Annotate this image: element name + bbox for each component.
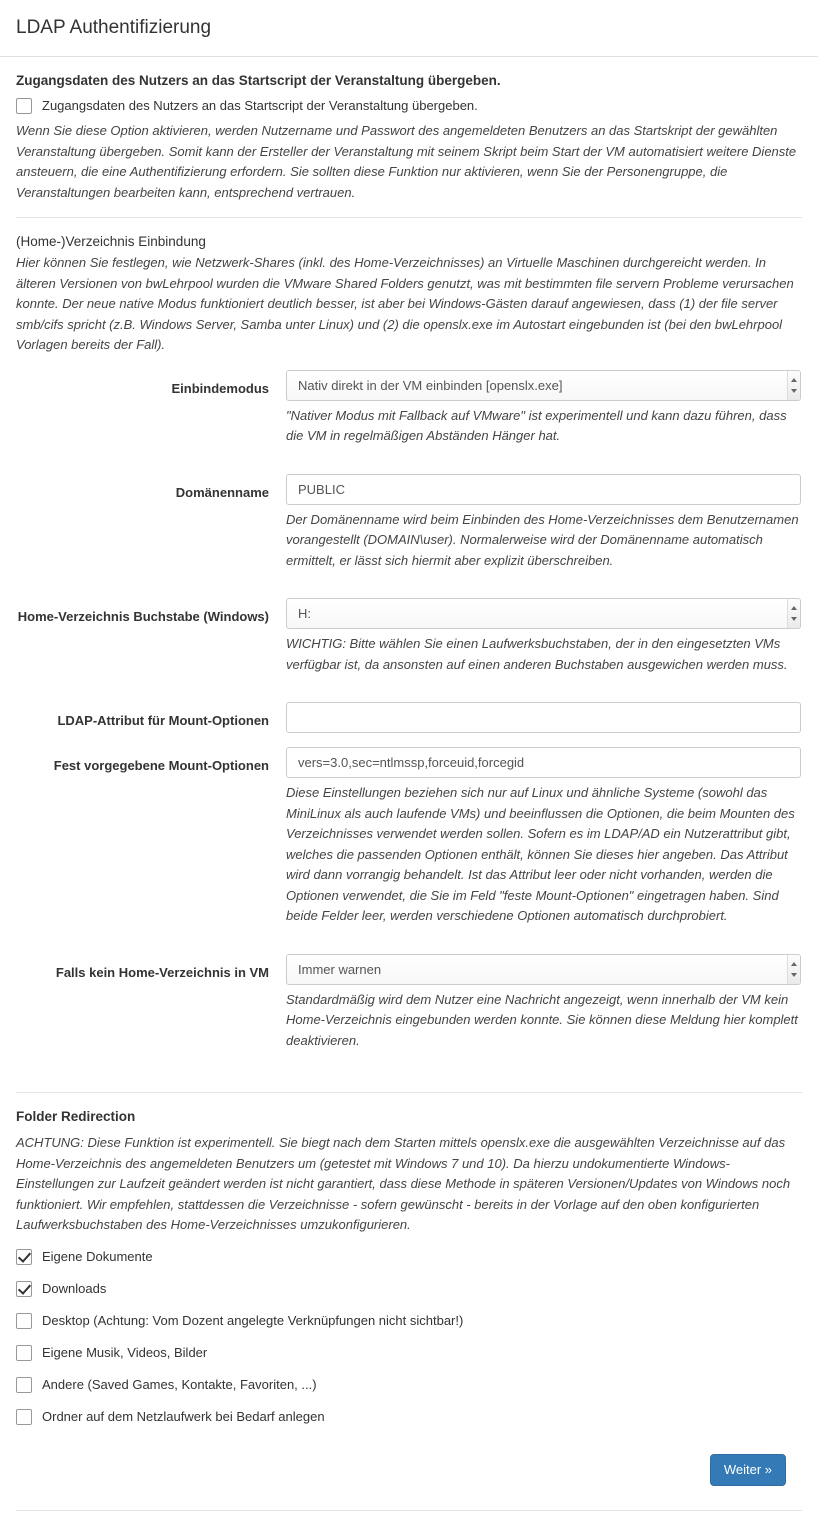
no-home-behavior-select-wrap[interactable] (286, 954, 801, 985)
section-credential-passthrough (16, 73, 802, 217)
section-title-folder-redirection: Folder Redirection (16, 1109, 136, 1124)
folder-redirection-item[interactable] (16, 1408, 802, 1426)
page-title: LDAP Authentifizierung (16, 17, 212, 38)
fixed-mount-options-help: Diese Einstellungen beziehen sich nur auf Linux und ähnliche Systeme (sowohl das MiniLinux als auch laufende VMs) und beeinflussen die Optionen, die beim Mounten des Verzeichnisses verwendet werden sollen. Sofern es im LDAP/AD ein Nutzerattribut gibt, welches die passenden Optionen enthält, können Sie dieses hier angeben. Das Attribut wird dann vorrangig behandelt. Ist das Attribut leer oder nicht vorhanden, werden die Optionen verwendet, die Sie im Feld "feste Mount-Optionen" eingetragen haben. Sind beide Felder leer, werden verschiedene Optionen automatisch durchprobiert. (286, 785, 795, 923)
mount-mode-help: "Nativer Modus mit Fallback auf VMware" ist experimentell und kann dazu führen, dass die VM in regelmäßigen Abständen Hänger hat. (286, 407, 787, 443)
folder-redirection-checkbox-downloads[interactable] (16, 1281, 32, 1297)
control-area-ldap-mount-attribute (286, 702, 802, 733)
form-row-no-home-behavior (16, 954, 802, 1065)
folder-redirection-item[interactable] (16, 1376, 802, 1394)
form-row-drive-letter (16, 598, 802, 688)
panel-body (0, 57, 818, 1511)
label-no-home-behavior: Falls kein Home-Verzeichnis in VM (55, 964, 269, 980)
folder-redirection-label-documents: Eigene Dokumente (42, 1248, 153, 1264)
control-area-drive-letter (286, 598, 802, 688)
home-directory-help: Hier können Sie festlegen, wie Netzwerk-Shares (inkl. des Home-Verzeichnisses) an Virtuelle Maschinen durchgereicht werden. In älteren Versionen von bwLehrpool wurden die VMware Shared Folders genutzt, was mit bestimmten file servern Probleme verursachen konnte. Der neue native Modus funktioniert deutlich besser, ist aber bei Windows-Gästen darauf angewiesen, dass (1) der file server smb/cifs spricht (z.B. Windows Server, Samba unter Linux) und (2) die openslx.exe im Autostart eingebunden ist (bei den bwLehrpool Vorlagen bereits der Fall). (16, 255, 794, 352)
folder-redirection-label-media: Eigene Musik, Videos, Bilder (42, 1344, 208, 1360)
chevron-updown-icon[interactable] (787, 955, 800, 984)
chevron-updown-icon[interactable] (787, 599, 800, 628)
page-tail (0, 1511, 818, 1537)
control-area-mount-mode (286, 370, 802, 460)
form-row-domain (16, 474, 802, 585)
drive-letter-select-wrap[interactable] (286, 598, 801, 629)
folder-redirection-label-other: Andere (Saved Games, Kontakte, Favoriten, ...) (42, 1376, 317, 1392)
label-mount-mode: Einbindemodus (171, 380, 269, 396)
form-row-mount-mode (16, 370, 802, 460)
label-fixed-mount-options: Fest vorgegebene Mount-Optionen (53, 758, 269, 773)
section-title-credential-passthrough: Zugangsdaten des Nutzers an das Startscript der Veranstaltung übergeben. (16, 73, 501, 88)
label-ldap-mount-attribute: LDAP-Attribut für Mount-Optionen (57, 713, 269, 728)
drive-letter-select[interactable]: H: (286, 598, 801, 629)
folder-redirection-list (16, 1248, 802, 1426)
no-home-behavior-select[interactable]: Immer warnen (286, 954, 801, 985)
folder-redirection-item[interactable] (16, 1248, 802, 1266)
no-home-behavior-help: Standardmäßig wird dem Nutzer eine Nachricht angezeigt, wenn innerhalb der VM kein Home-Verzeichnis eingebunden werden konnte. Sie können diese Meldung hier komplett deaktivieren. (286, 991, 798, 1048)
divider-1 (16, 217, 802, 218)
folder-redirection-label-downloads: Downloads (42, 1280, 107, 1296)
folder-redirection-item[interactable] (16, 1312, 802, 1330)
folder-redirection-checkbox-create-on-demand[interactable] (16, 1409, 32, 1425)
folder-redirection-item[interactable] (16, 1280, 802, 1298)
folder-redirection-checkbox-documents[interactable] (16, 1249, 32, 1265)
credential-passthrough-checkbox[interactable] (16, 98, 32, 114)
control-area-domain (286, 474, 802, 585)
section-title-home-directory: (Home-)Verzeichnis Einbindung (16, 234, 206, 249)
next-button[interactable]: Weiter » (710, 1454, 786, 1486)
mount-mode-select[interactable]: Nativ direkt in der VM einbinden [openslx.exe] (286, 370, 801, 401)
label-domain: Domänenname (175, 484, 269, 500)
folder-redirection-help: ACHTUNG: Diese Funktion ist experimentell. Sie biegt nach dem Starten mittels openslx.exe die ausgewählten Verzeichnisse auf das Home-Verzeichnis des angemeldeten Benutzers um (getestet mit Windows 7 und 10). Da hierzu undokumentierte Windows-Einstellungen zur Laufzeit geändert werden ist nicht garantiert, dass diese Methode in späteren Versionen/Updates von Windows noch funktioniert. Wir empfehlen, stattdessen die Verzeichnisse - sofern gewünscht - bereits in der Vorlage auf den oben konfigurierten Laufwerksbuchstaben des Home-Verzeichnisses umzukonfigurieren. (16, 1135, 791, 1232)
form-row-ldap-mount-attribute (16, 702, 802, 733)
control-area-no-home-behavior (286, 954, 802, 1065)
mount-mode-select-wrap[interactable] (286, 370, 801, 401)
divider-2 (16, 1092, 802, 1093)
chevron-updown-icon[interactable] (787, 371, 800, 400)
folder-redirection-label-desktop: Desktop (Achtung: Vom Dozent angelegte Verknüpfungen nicht sichtbar!) (42, 1312, 464, 1328)
credential-passthrough-checkbox-row[interactable] (16, 97, 802, 115)
drive-letter-help: WICHTIG: Bitte wählen Sie einen Laufwerksbuchstaben, der in den eingesetzten VMs verfügbar ist, da ansonsten auf einen anderen Buchstaben ausgewichen werden muss. (286, 636, 788, 672)
folder-redirection-label-create-on-demand: Ordner auf dem Netzlaufwerk bei Bedarf anlegen (42, 1408, 325, 1424)
credential-passthrough-checkbox-label: Zugangsdaten des Nutzers an das Startscript der Veranstaltung übergeben. (42, 98, 478, 113)
folder-redirection-checkbox-media[interactable] (16, 1345, 32, 1361)
folder-redirection-item[interactable] (16, 1344, 802, 1362)
form-row-fixed-mount-options (16, 747, 802, 940)
control-area-fixed-mount-options (286, 747, 802, 940)
section-home-directory (16, 234, 802, 1092)
section-folder-redirection (16, 1109, 802, 1454)
domain-input[interactable] (286, 474, 801, 505)
label-drive-letter: Home-Verzeichnis Buchstabe (Windows) (17, 609, 269, 624)
ldap-mount-attribute-input[interactable] (286, 702, 801, 733)
footer-actions (16, 1454, 802, 1486)
folder-redirection-checkbox-desktop[interactable] (16, 1313, 32, 1329)
domain-help: Der Domänenname wird beim Einbinden des Home-Verzeichnisses dem Benutzernamen vorangestellt (DOMAIN\user). Normalerweise wird der Domänenname automatisch ermittelt, er lässt sich hiermit aber explizit überschreiben. (286, 511, 799, 568)
credential-passthrough-help: Wenn Sie diese Option aktivieren, werden Nutzername und Passwort des angemeldeten Benutzers an das Startskript der gewählten Veranstaltung übergeben. Somit kann der Ersteller der Veranstaltung mit seinem Skript beim Start der VM automatisiert weitere Dienste ansteuern, die eine Authentifizierung erfordern. Sie sollten diese Funktion nur aktivieren, wenn Sie der Personengruppe, die Veranstaltungen bearbeiten kann, entsprechend vertrauen. (16, 123, 797, 200)
panel-header (0, 0, 818, 57)
fixed-mount-options-input[interactable] (286, 747, 801, 778)
folder-redirection-checkbox-other[interactable] (16, 1377, 32, 1393)
